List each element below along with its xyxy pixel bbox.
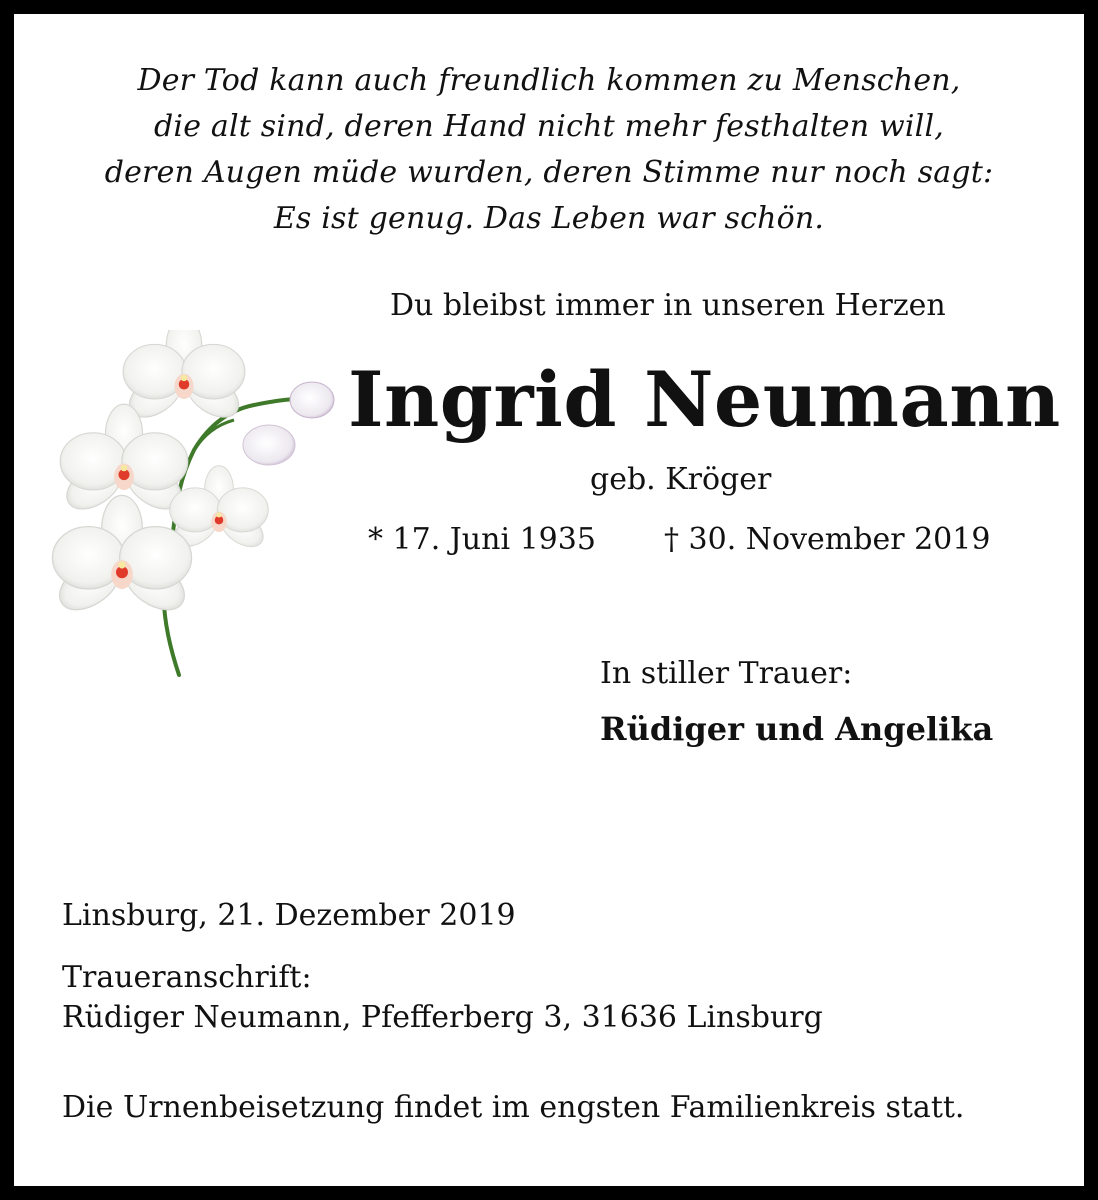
poem xyxy=(14,58,1084,242)
mourning-label: In stiller Trauer: xyxy=(600,656,853,691)
mourner-names: Rüdiger und Angelika xyxy=(600,710,994,748)
poem-line: die alt sind, deren Hand nicht mehr festhalten will, xyxy=(154,109,944,144)
address: Rüdiger Neumann, Pfefferberg 3, 31636 Linsburg xyxy=(62,1000,823,1035)
address-label: Traueranschrift: xyxy=(62,960,312,995)
poem-line: Es ist genug. Das Leben war schön. xyxy=(273,201,825,236)
remembrance-text: Du bleibst immer in unseren Herzen xyxy=(390,288,946,323)
death-date: † 30. November 2019 xyxy=(664,522,991,557)
deceased-name: Ingrid Neumann xyxy=(348,355,1061,444)
poem-line: deren Augen müde wurden, deren Stimme nur noch sagt: xyxy=(104,155,994,190)
orchid-icon xyxy=(44,330,344,680)
poem-line: Der Tod kann auch freundlich kommen zu Menschen, xyxy=(137,63,961,98)
birth-date: * 17. Juni 1935 xyxy=(368,522,596,557)
maiden-name: geb. Kröger xyxy=(590,462,772,497)
burial-notice: Die Urnenbeisetzung findet im engsten Familienkreis statt. xyxy=(62,1090,965,1125)
place-date: Linsburg, 21. Dezember 2019 xyxy=(62,898,516,933)
